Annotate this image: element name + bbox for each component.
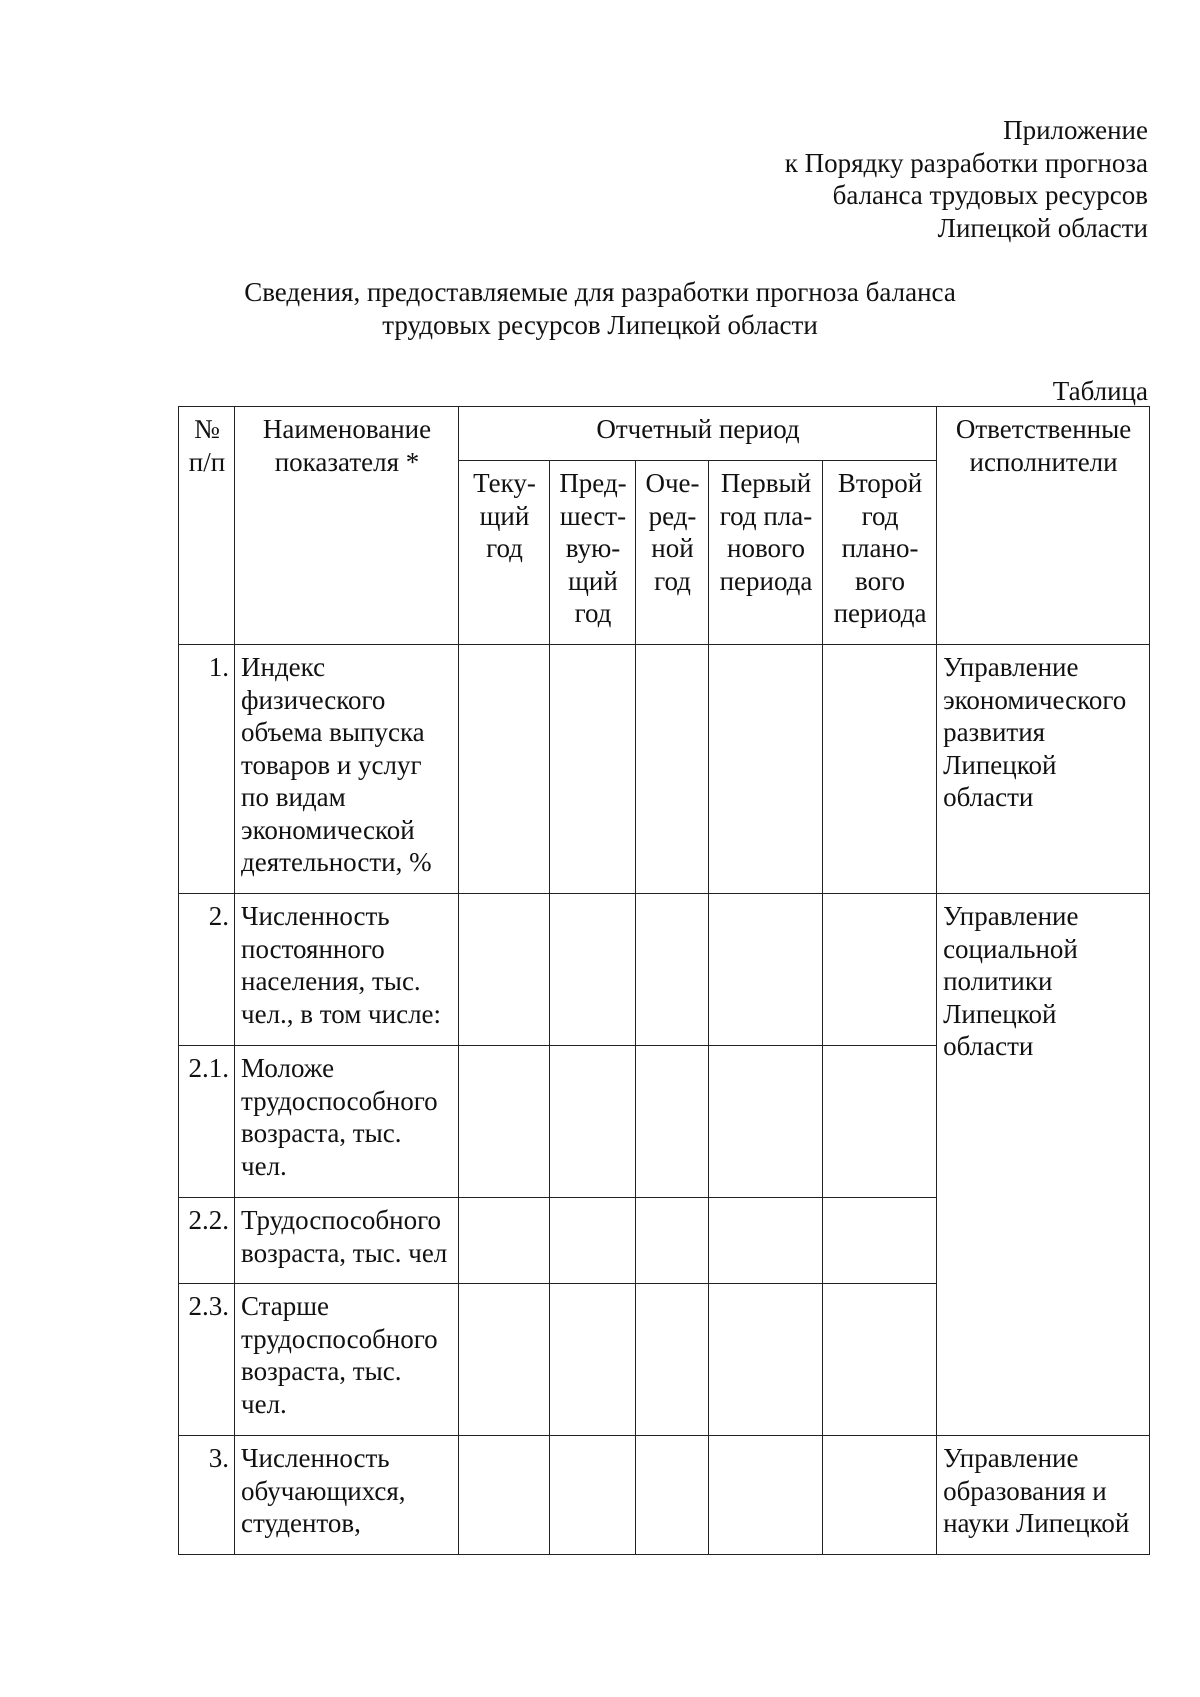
row-number: 3. (179, 1436, 235, 1555)
table-label: Таблица (1052, 376, 1148, 406)
value-cell (823, 645, 937, 894)
appendix-line: Липецкой области (937, 212, 1148, 243)
value-cell (709, 894, 823, 1046)
value-cell (709, 1436, 823, 1555)
row-number: 2.3. (179, 1284, 235, 1436)
value-cell (550, 1198, 636, 1284)
header-next-year: Оче- ред- ной год (636, 461, 709, 645)
table-row (179, 894, 1150, 1046)
row-number: 2.1. (179, 1046, 235, 1198)
table-row (179, 645, 1150, 894)
row-indicator: Трудоспособного возраста, тыс. чел (235, 1198, 459, 1284)
value-cell (636, 1198, 709, 1284)
title-line: Сведения, предоставляемые для разработки прогноза баланса (244, 277, 956, 307)
row-indicator: Старше трудоспособного возраста, тыс. чел. (235, 1284, 459, 1436)
header-number: № п/п (179, 407, 235, 645)
value-cell (550, 1046, 636, 1198)
value-cell (636, 1436, 709, 1555)
data-table (178, 406, 1150, 1555)
header-second-plan-year: Второй год плано- вого периода (823, 461, 937, 645)
title-line: трудовых ресурсов Липецкой области (382, 309, 818, 340)
value-cell (823, 1198, 937, 1284)
row-indicator: Моложе трудоспособного возраста, тыс. чел. (235, 1046, 459, 1198)
value-cell (550, 1436, 636, 1555)
header-row (179, 407, 1150, 461)
appendix-line: к Порядку разработки прогноза (784, 147, 1148, 178)
header-indicator: Наименование показателя * (235, 407, 459, 645)
value-cell (459, 1436, 550, 1555)
table-row (179, 1436, 1150, 1555)
value-cell (823, 894, 937, 1046)
value-cell (709, 1284, 823, 1436)
value-cell (823, 1284, 937, 1436)
value-cell (459, 645, 550, 894)
value-cell (459, 1198, 550, 1284)
value-cell (550, 894, 636, 1046)
appendix-note (785, 114, 1148, 244)
value-cell (550, 1284, 636, 1436)
row-indicator: Численность обучающихся, студентов, (235, 1436, 459, 1555)
value-cell (823, 1046, 937, 1198)
row-number: 2.2. (179, 1198, 235, 1284)
value-cell (459, 1284, 550, 1436)
row-number: 2. (179, 894, 235, 1046)
appendix-line: Приложение (1003, 115, 1148, 145)
header-responsible: Ответственные исполнители (937, 407, 1150, 645)
row-responsible: Управление образования и науки Липецкой (937, 1436, 1150, 1555)
header-current-year: Теку- щий год (459, 461, 550, 645)
appendix-line: баланса трудовых ресурсов (832, 180, 1148, 210)
header-period: Отчетный период (459, 407, 937, 461)
document-title (180, 276, 1020, 341)
row-responsible: Управление социальной политики Липецкой области (937, 894, 1150, 1436)
value-cell (459, 1046, 550, 1198)
header-first-plan-year: Первый год пла- нового периода (709, 461, 823, 645)
value-cell (636, 894, 709, 1046)
value-cell (823, 1436, 937, 1555)
row-responsible: Управление экономического развития Липецкой области (937, 645, 1150, 894)
value-cell (709, 1198, 823, 1284)
row-number: 1. (179, 645, 235, 894)
value-cell (636, 1046, 709, 1198)
value-cell (636, 1284, 709, 1436)
value-cell (459, 894, 550, 1046)
value-cell (709, 1046, 823, 1198)
row-indicator: Индекс физического объема выпуска товаров и услуг по видам экономической деятельности, % (235, 645, 459, 894)
value-cell (550, 645, 636, 894)
header-previous-year: Пред- шест- вую- щий год (550, 461, 636, 645)
value-cell (636, 645, 709, 894)
value-cell (709, 645, 823, 894)
row-indicator: Численность постоянного населения, тыс. чел., в том числе: (235, 894, 459, 1046)
